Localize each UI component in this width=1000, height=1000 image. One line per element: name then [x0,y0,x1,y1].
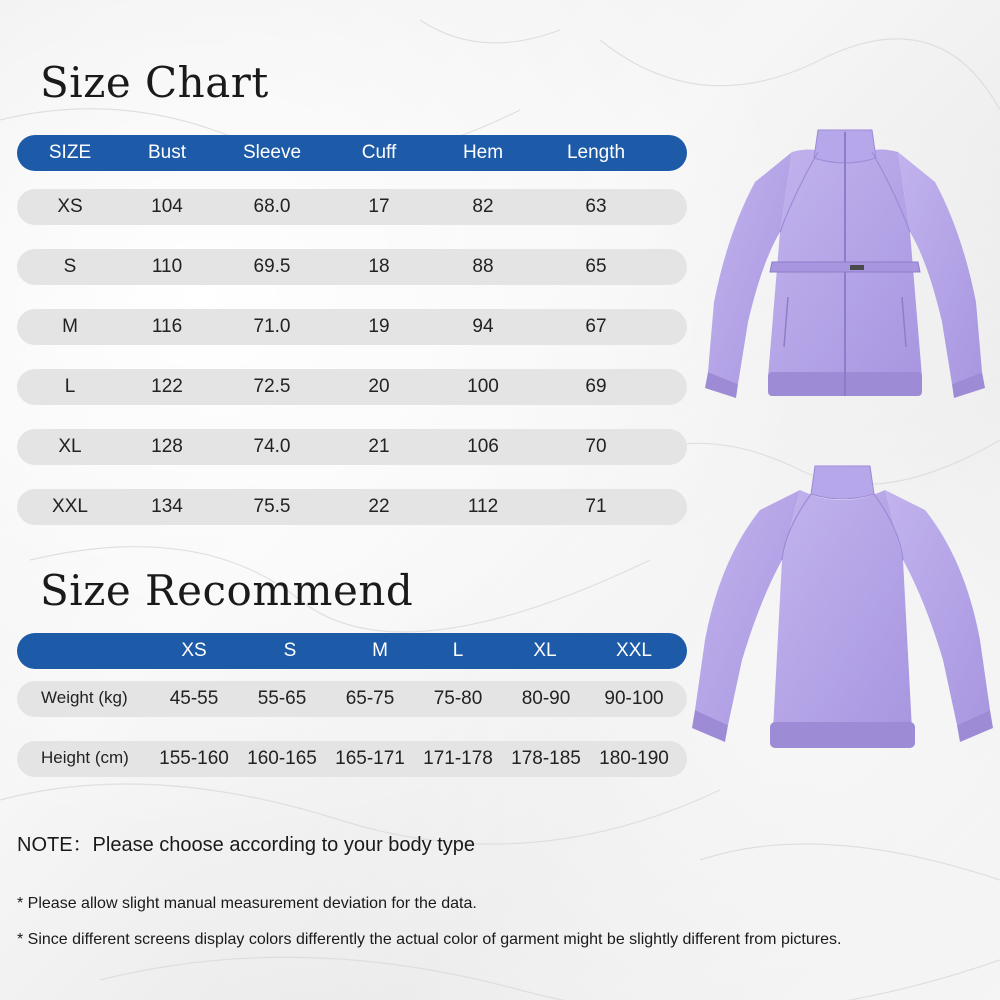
header-xs: XS [181,640,207,661]
cell-bust: 110 [151,256,183,277]
header-xxl: XXL [616,640,652,661]
cell-length: 65 [585,256,607,277]
cell-height: 165-171 [335,748,405,769]
cell-sleeve: 71.0 [253,316,291,337]
header-hem: Hem [462,142,504,163]
cell-height: 171-178 [423,748,493,769]
cell-hem: 88 [472,256,494,277]
row-label-height: Height (cm) [41,748,129,767]
cell-hem: 106 [467,436,499,457]
cell-length: 71 [585,496,607,517]
cell-size: XS [57,196,83,217]
cell-height: 160-165 [247,748,317,769]
cell-cuff: 20 [368,376,390,397]
cell-hem: 112 [467,496,499,517]
header-m: M [372,640,388,661]
cell-sleeve: 75.5 [253,496,291,517]
recommend-row-weight [17,681,687,717]
note-text: NOTE：Please choose according to your body type [17,834,476,856]
size-row-xl [17,429,687,465]
cell-bust: 116 [151,316,183,337]
cell-length: 70 [585,436,607,457]
cell-weight: 45-55 [169,688,219,709]
cell-bust: 134 [151,496,183,517]
header-l: L [452,640,464,661]
cell-cuff: 17 [368,196,390,217]
cell-length: 67 [585,316,607,337]
footnote-color: * Since different screens display colors differently the actual color of garment might be slightly different from pictures. [17,931,842,948]
header-size: SIZE [48,142,92,163]
cell-hem: 100 [467,376,499,397]
size-recommend-header [17,633,687,669]
cell-size: L [64,376,76,397]
cell-height: 180-190 [599,748,669,769]
header-s: S [283,640,297,661]
recommend-row-height [17,741,687,777]
cell-weight: 75-80 [433,688,483,709]
cell-weight: 55-65 [257,688,307,709]
size-recommend-title: Size Recommend [40,566,414,615]
cell-sleeve: 68.0 [253,196,291,217]
cell-sleeve: 74.0 [253,436,291,457]
cell-bust: 104 [151,196,183,217]
size-row-m [17,309,687,345]
cell-cuff: 22 [368,496,390,517]
size-row-xxl [17,489,687,525]
cell-length: 63 [585,196,607,217]
cell-height: 178-185 [511,748,581,769]
size-row-l [17,369,687,405]
size-row-xs [17,189,687,225]
cell-sleeve: 69.5 [253,256,291,277]
row-label-weight: Weight (kg) [41,688,128,707]
cell-size: XL [58,436,82,457]
cell-bust: 122 [151,376,183,397]
cell-hem: 82 [472,196,494,217]
cell-weight: 80-90 [521,688,571,709]
cell-cuff: 18 [368,256,390,277]
header-length: Length [566,142,626,163]
jacket-back-image [690,460,995,760]
cell-length: 69 [585,376,607,397]
cell-cuff: 21 [368,436,390,457]
cell-size: S [63,256,77,277]
cell-sleeve: 72.5 [253,376,291,397]
header-sleeve: Sleeve [242,142,302,163]
cell-cuff: 19 [368,316,390,337]
cell-hem: 94 [472,316,494,337]
cell-height: 155-160 [159,748,229,769]
size-chart-header [17,135,687,171]
size-chart-title: Size Chart [40,58,269,107]
cell-bust: 128 [151,436,183,457]
jacket-front-image [700,122,990,407]
cell-weight: 65-75 [345,688,395,709]
cell-weight: 90-100 [604,688,664,709]
cell-size: M [62,316,78,337]
header-cuff: Cuff [361,142,397,163]
cell-size: XXL [52,496,88,517]
header-xl: XL [533,640,557,661]
footnote-measurement: * Please allow slight manual measurement deviation for the data. [17,895,477,912]
size-row-s [17,249,687,285]
header-bust: Bust [147,142,187,163]
